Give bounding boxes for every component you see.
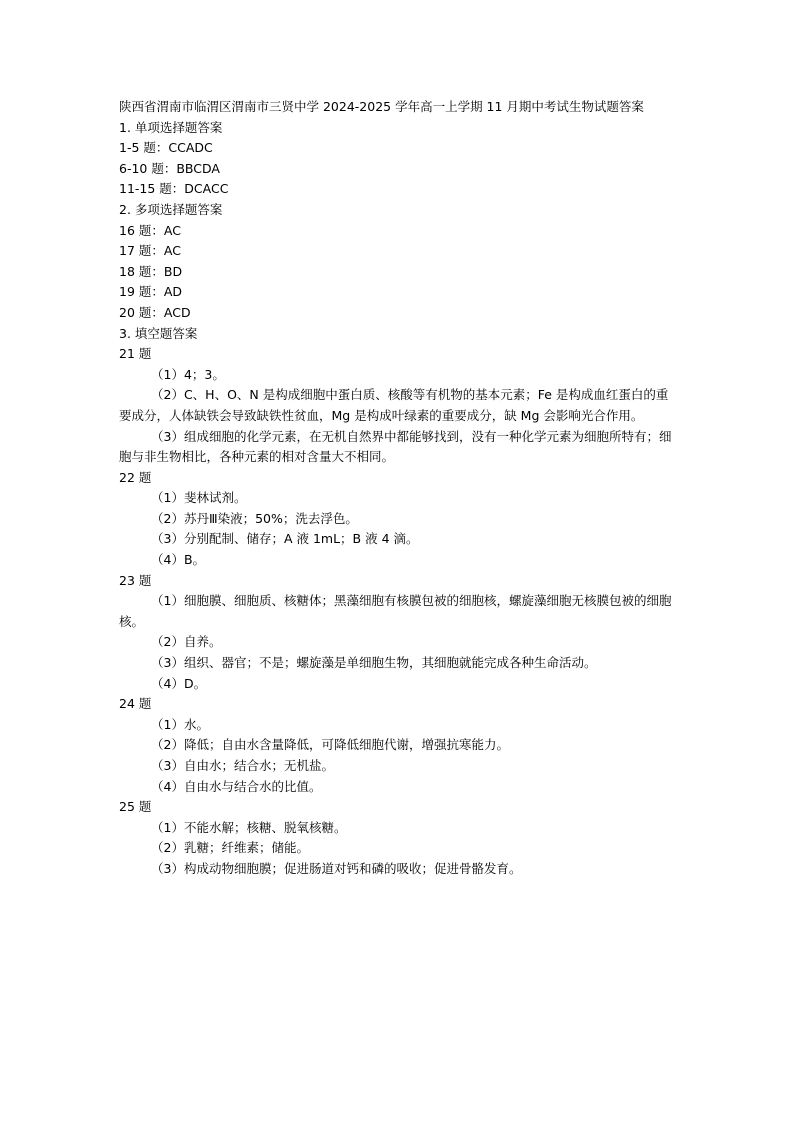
answer-line: 17 题：AC <box>119 243 181 259</box>
answer-item: （1）斐林试剂。 <box>151 490 247 506</box>
answer-line: 19 题：AD <box>119 284 183 300</box>
answer-item: （3）分别配制、储存；A 液 1mL；B 液 4 滴。 <box>151 531 419 547</box>
answer-item: （4）B。 <box>151 552 206 568</box>
answer-item: （4）自由水与结合水的比值。 <box>151 778 322 794</box>
question-label: 24 题 <box>119 696 152 712</box>
document-title: 陕西省渭南市临渭区渭南市三贤中学 2024-2025 学年高一上学期 11 月期中考试生物试题答案 <box>119 99 644 114</box>
answer-item: （1）细胞膜、细胞质、核糖体；黑藻细胞有核膜包被的细胞核，螺旋藻细胞无核膜包被的细胞核。 <box>119 593 672 629</box>
answer-item: （2）苏丹Ⅲ染液；50%；洗去浮色。 <box>151 510 358 526</box>
answer-line: 11-15 题：DCACC <box>119 181 229 197</box>
answer-line: 20 题：ACD <box>119 304 191 320</box>
answer-item: （1）不能水解；核糖、脱氧核糖。 <box>151 819 347 835</box>
answer-item: （1）4；3。 <box>151 366 225 382</box>
question-label: 23 题 <box>119 572 152 588</box>
question-label: 25 题 <box>119 799 152 815</box>
answer-line: 6-10 题：BBCDA <box>119 160 220 176</box>
answer-line: 1-5 题：CCADC <box>119 140 213 156</box>
question-label: 21 题 <box>119 346 152 362</box>
answer-line: 16 题：AC <box>119 222 181 238</box>
answer-item: （3）组成细胞的化学元素，在无机自然界中都能够找到，没有一种化学元素为细胞所特有；细胞与非生物相比，各种元素的相对含量大不相同。 <box>119 428 672 465</box>
question-label: 22 题 <box>119 469 152 485</box>
answer-item: （2）C、H、O、N 是构成细胞中蛋白质、核酸等有机物的基本元素；Fe 是构成血红蛋白的重要成分，人体缺铁会导致缺铁性贫血，Mg 是构成叶绿素的重要成分，缺 Mg 会影响光合作用。 <box>119 387 669 423</box>
answer-item: （3）组织、器官；不是；螺旋藻是单细胞生物，其细胞就能完成各种生命活动。 <box>151 655 597 671</box>
section-heading-single-choice: 1. 单项选择题答案 <box>119 119 223 135</box>
answer-item: （3）自由水；结合水；无机盐。 <box>151 758 334 773</box>
answer-line: 18 题：BD <box>119 263 183 279</box>
answer-item: （4）D。 <box>151 675 207 691</box>
answer-item: （2）乳糖；纤维素；储能。 <box>151 840 309 856</box>
section-heading-fill-in: 3. 填空题答案 <box>119 325 198 341</box>
answer-item: （2）自养。 <box>151 634 222 650</box>
answer-item: （3）构成动物细胞膜；促进肠道对钙和磷的吸收；促进骨骼发育。 <box>151 860 522 876</box>
answer-item: （1）水。 <box>151 716 209 732</box>
answer-content <box>119 97 679 880</box>
section-heading-multiple-choice: 2. 多项选择题答案 <box>119 201 223 217</box>
answer-item: （2）降低；自由水含量降低，可降低细胞代谢，增强抗寒能力。 <box>151 737 509 753</box>
